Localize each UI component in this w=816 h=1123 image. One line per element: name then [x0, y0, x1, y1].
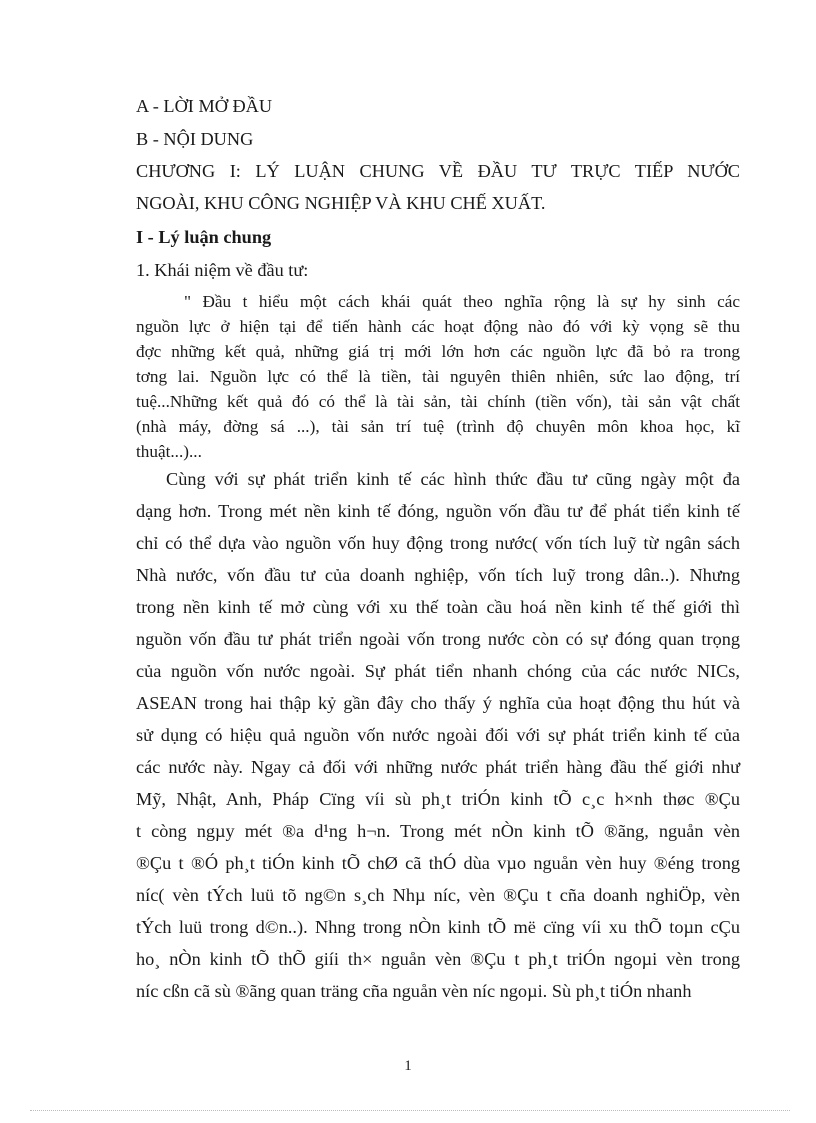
quote-line: nguồn lực ở hiện tại để tiến hành các hoạt động nào đó với kỳ vọng sẽ thu: [136, 317, 740, 336]
body-line: ASEAN trong hai thập kỷ gần đây cho thấy ý nghĩa của hoạt động thu hút và: [136, 693, 740, 713]
page-number: 1: [404, 1058, 412, 1074]
body-line: chỉ có thể dựa vào nguồn vốn huy động trong nước( vốn tích luỹ từ ngân sách: [136, 533, 740, 553]
heading-a: A - LỜI MỞ ĐẦU: [136, 96, 273, 116]
body-line: níc( vèn tÝch luü tõ ng©n s¸ch Nhµ níc, vèn ®Çu t cña doanh nghiÖp, vèn: [136, 885, 740, 905]
body-line: trong nền kinh tế mở cùng với xu thế toàn cầu hoá nền kinh tế thế giới thì: [136, 597, 740, 617]
body-line: níc cßn cã sù ®ãng quan träng cña nguån vèn níc ngoµi. Sù ph¸t tiÓn nhanh: [136, 981, 692, 1001]
heading-b: B - NỘI DUNG: [136, 129, 254, 149]
quote-line: (nhà máy, đờng sá ...), tài sản trí tuệ (trình độ chuyên môn khoa học, kĩ: [136, 417, 740, 436]
quote-line: đợc những kết quả, những giá trị mới lớn hơn các nguồn lực đã bỏ ra trong: [136, 342, 740, 361]
quote-line: thuật...)...: [136, 442, 202, 461]
body-line: Nhà nước, vốn đầu tư của doanh nghiệp, vốn tích luỹ trong dân..). Nhưng: [136, 565, 740, 585]
body-line: dạng hơn. Trong mét nền kinh tế đóng, nguồn vốn đầu tư để phát tiển kinh tế: [136, 501, 740, 521]
chapter-title-line-1: CHƯƠNG I: LÝ LUẬN CHUNG VỀ ĐẦU TƯ TRỰC TIẾP NƯỚC: [136, 161, 740, 181]
body-line: ho¸ nÒn kinh tÕ thÕ giíi th× nguån vèn ®Çu t ph¸t triÓn ngoµi vèn trong: [136, 949, 740, 969]
quote-line: tuệ...Những kết quả đó có thể là tài sản, tài chính (tiền vốn), tài sản vật chất: [136, 392, 740, 411]
quote-line: " Đầu t hiểu một cách khái quát theo nghĩa rộng là sự hy sinh các: [184, 292, 740, 311]
chapter-title-line-2: NGOÀI, KHU CÔNG NGHIỆP VÀ KHU CHẾ XUẤT.: [136, 193, 546, 213]
body-line: các nước này. Ngay cả đối với những nước phát triển hàng đầu thế giới như: [136, 757, 740, 777]
subsection-heading: 1. Khái niệm về đầu tư:: [136, 260, 309, 280]
body-line: ®Çu t ®Ó ph¸t tiÓn kinh tÕ chØ cã thÓ dùa vµo nguån vèn huy ®éng trong: [136, 853, 740, 873]
section-heading: I - Lý luận chung: [136, 227, 272, 247]
page-bottom-rule: [30, 1110, 790, 1111]
body-line: t còng ngµy mét ®a d¹ng h¬n. Trong mét nÒn kinh tÕ ®ãng, nguån vèn: [136, 821, 740, 841]
body-line: nguồn vốn đầu tư phát triển ngoài vốn trong nước còn có sự đóng quan trọng: [136, 629, 740, 649]
body-line: Cùng với sự phát triển kinh tế các hình thức đầu tư cũng ngày một đa: [166, 469, 740, 489]
body-line: tÝch luü trong d©n..). Nhng trong nÒn kinh tÕ më cïng víi xu thÕ toµn cÇu: [136, 917, 740, 937]
body-line: Mỹ, Nhật, Anh, Pháp Cïng víi sù ph¸t triÓn kinh tÕ c¸c h×nh thøc ®Çu: [136, 789, 740, 809]
body-line: của nguồn vốn nước ngoài. Sự phát tiển nhanh chóng của các nước NICs,: [136, 661, 740, 681]
body-line: sử dụng có hiệu quả nguồn vốn nước ngoài đối với sự phát triển kinh tế của: [136, 725, 740, 745]
quote-line: tơng lai. Nguồn lực có thể là tiền, tài nguyên thiên nhiên, sức lao động, trí: [136, 367, 740, 386]
